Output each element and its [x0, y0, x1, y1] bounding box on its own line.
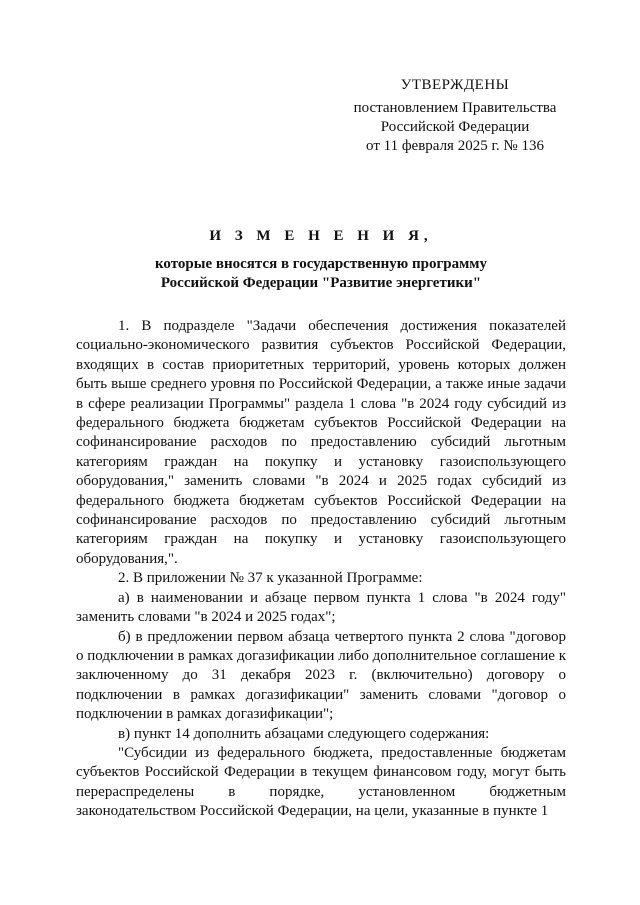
paragraph-2a: а) в наименовании и абзаце первом пункта 1 слова "в 2024 году" заменить словами "в 2024 и 2025 годах"; [76, 589, 566, 626]
document-subtitle-line-1: которые вносятся в государственную программу [154, 256, 488, 272]
document-title: И З М Е Н Е Н И Я, [209, 228, 433, 244]
approval-line-2: Российской Федерации [380, 119, 530, 135]
document-subtitle-line-2: Российской Федерации "Развитие энергетики" [160, 275, 482, 291]
approval-block [330, 76, 580, 156]
paragraph-2b: б) в предложении первом абзаца четвертого пункта 2 слова "договор о подключении в рамках догазификации либо дополнительное соглашение к заключенному до 31 декабря 2023 г. (включительно) договору о подключении в рамках догазификации" заменить словами "договор о подключении в рамках догазификации"; [76, 628, 566, 723]
document-body [76, 317, 566, 822]
paragraph-2: 2. В приложении № 37 к указанной Программе: [118, 570, 423, 587]
paragraph-2c: в) пункт 14 дополнить абзацами следующего содержания: [118, 725, 490, 742]
approval-line-1: постановлением Правительства [353, 100, 557, 116]
paragraph-quote: "Субсидии из федерального бюджета, предоставленные бюджетам субъектов Российской Федерации в текущем финансовом году, могут быть перераспределены в порядке, установленном бюджетным законодательством Российской Федерации, на цели, указанные в пункте 1 [76, 744, 566, 820]
paragraph-1: 1. В подразделе "Задачи обеспечения достижения показателей социально-экономического развития субъектов Российской Федерации, входящих в состав приоритетных территорий, уровень которых должен быть выше среднего уровня по Российской Федерации, а также иные задачи в сфере реализации Программы" раздела 1 слова "в 2024 году субсидий из федерального бюджета бюджетам субъектов Российской Федерации на софинансирование расходов по предоставлению субсидий льготным категориям граждан на покупку и установку газоиспользующего оборудования," заменить словами "в 2024 и 2025 годах субсидий из федерального бюджета бюджетам субъектов Российской Федерации на софинансирование расходов по предоставлению субсидий льготным категориям граждан на покупку и установку газоиспользующего оборудования,". [76, 318, 566, 567]
approval-title: УТВЕРЖДЕНЫ [400, 77, 510, 93]
document-heading [76, 227, 566, 293]
approval-line-3: от 11 февраля 2025 г. № 136 [366, 138, 544, 154]
